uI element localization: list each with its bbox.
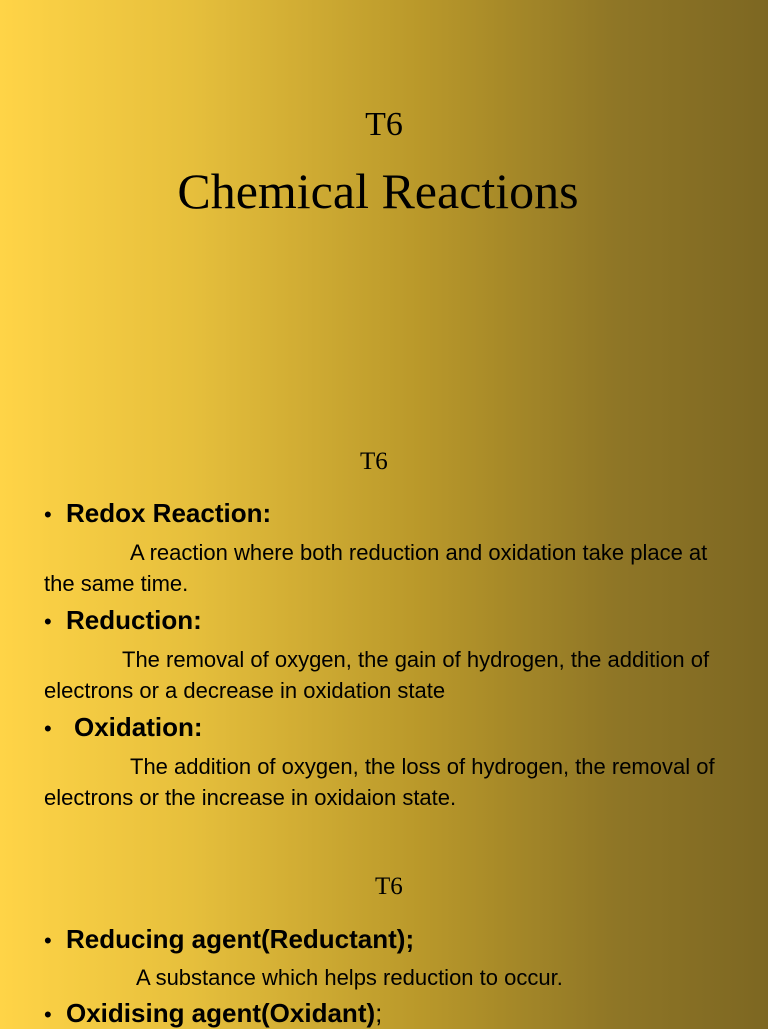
desc-redox-text: A reaction where both reduction and oxidation take place at the same time. [44,540,708,596]
desc-reduction [44,644,734,706]
term-reducing-agent: Reducing agent(Reductant); [66,924,415,954]
bullet-reduction [44,605,202,636]
desc-reducing-agent-text: A substance which helps reduction to occur. [136,965,563,990]
desc-redox [44,537,734,599]
term-oxidising-agent: Oxidising agent(Oxidant) [66,998,376,1028]
term-oxidising-agent-suffix: ; [375,998,383,1028]
desc-reduction-text: The removal of oxygen, the gain of hydrogen, the addition of electrons or a decrease in oxidation state [44,647,710,703]
bullet-dot: • [44,716,52,741]
bullet-dot: • [44,502,52,527]
slide1-code: T6 [365,106,403,143]
bullet-oxidation [44,712,203,743]
bullet-dot: • [44,609,52,634]
desc-oxidation-text: The addition of oxygen, the loss of hydrogen, the removal of electrons or the increase in oxidaion state. [44,754,715,810]
slide1-title: Chemical Reactions [177,163,579,219]
term-reduction: Reduction: [66,605,202,635]
slide2-code: T6 [360,448,388,475]
term-oxidation: Oxidation: [74,712,203,742]
desc-reducing-agent [44,962,734,993]
desc-oxidation [44,751,734,813]
bullet-redox [44,498,271,529]
bullet-dot: • [44,928,52,953]
slide3-code: T6 [375,873,403,900]
bullet-reducing-agent [44,924,414,955]
term-redox: Redox Reaction: [66,498,272,528]
bullet-dot: • [44,1002,52,1027]
bullet-oxidising-agent [44,998,382,1029]
